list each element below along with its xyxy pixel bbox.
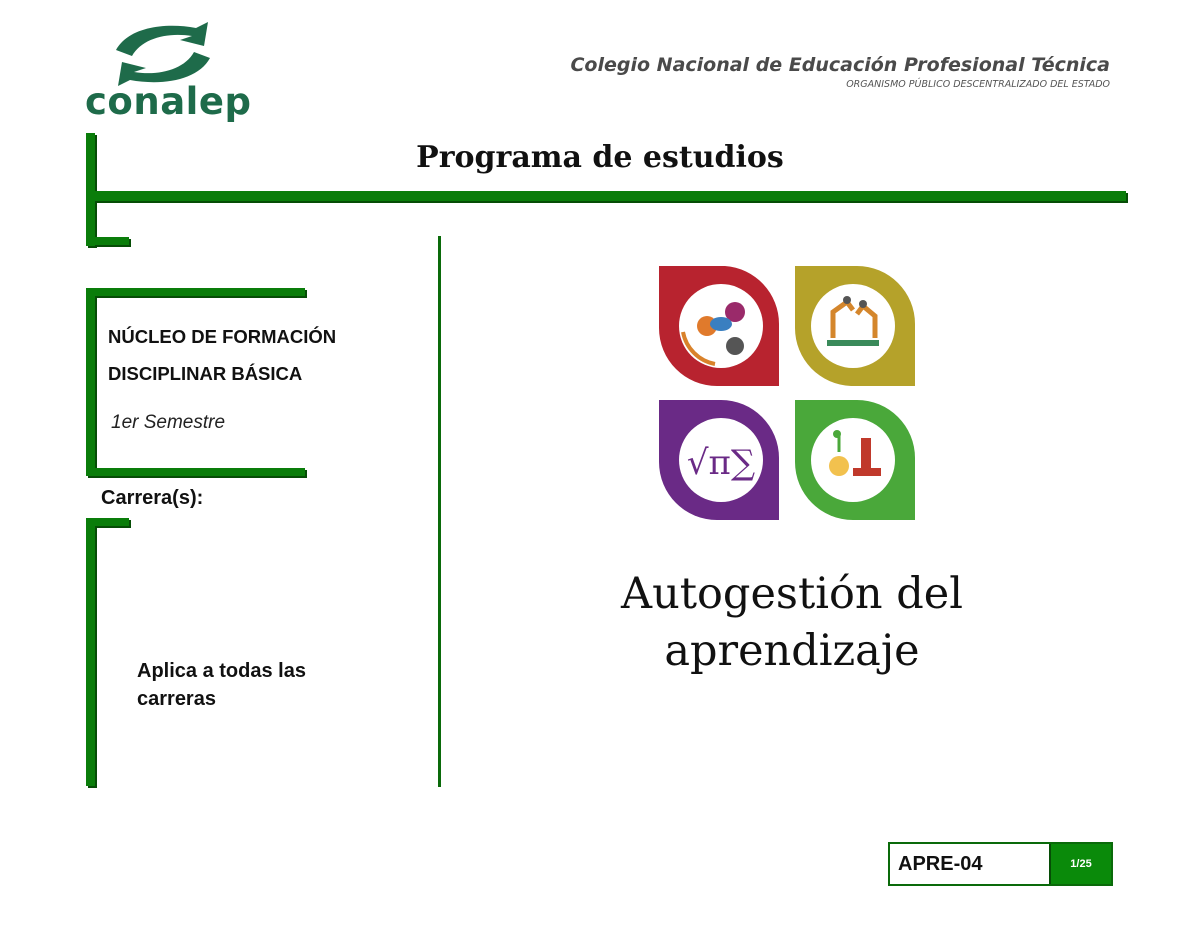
social-sciences-icon bbox=[659, 266, 779, 386]
frame-bar bbox=[86, 133, 95, 246]
title-underline-bar bbox=[95, 191, 1126, 201]
math-symbols-icon bbox=[659, 400, 779, 520]
course-icons-group bbox=[655, 262, 919, 524]
course-code: APRE-04 bbox=[898, 852, 983, 875]
careers-value: Aplica a todas las carreras bbox=[137, 660, 306, 710]
math-symbols-text: √π∑ bbox=[686, 443, 756, 483]
course-code-box bbox=[888, 842, 1113, 886]
nucleo-line-2: DISCIPLINAR BÁSICA bbox=[108, 363, 303, 384]
semester-label: 1er Semestre bbox=[111, 412, 226, 433]
course-title: Autogestión del aprendizaje bbox=[621, 569, 963, 676]
technology-robot-icon bbox=[795, 266, 915, 386]
nucleo-line-1: NÚCLEO DE FORMACIÓN bbox=[108, 326, 337, 347]
logo-wordmark: conalep bbox=[85, 80, 252, 123]
column-divider bbox=[438, 236, 441, 787]
institution-name: Colegio Nacional de Educación Profesional Técnica bbox=[570, 54, 1110, 76]
frame-bar bbox=[95, 468, 305, 476]
page-number: 1/25 bbox=[1049, 844, 1111, 884]
frame-bar bbox=[86, 288, 95, 476]
conalep-logo-icon bbox=[108, 20, 218, 88]
nucleo-label bbox=[108, 318, 336, 392]
frame-bar bbox=[95, 518, 129, 526]
careers-label: Carrera(s): bbox=[101, 487, 204, 509]
frame-bar bbox=[95, 237, 129, 245]
frame-bar bbox=[95, 288, 305, 296]
science-lab-icon bbox=[795, 400, 915, 520]
institution-subtitle: ORGANISMO PÚBLICO DESCENTRALIZADO DEL ESTADO bbox=[846, 79, 1110, 90]
page-title: Programa de estudios bbox=[416, 140, 784, 175]
frame-bar bbox=[86, 518, 95, 786]
